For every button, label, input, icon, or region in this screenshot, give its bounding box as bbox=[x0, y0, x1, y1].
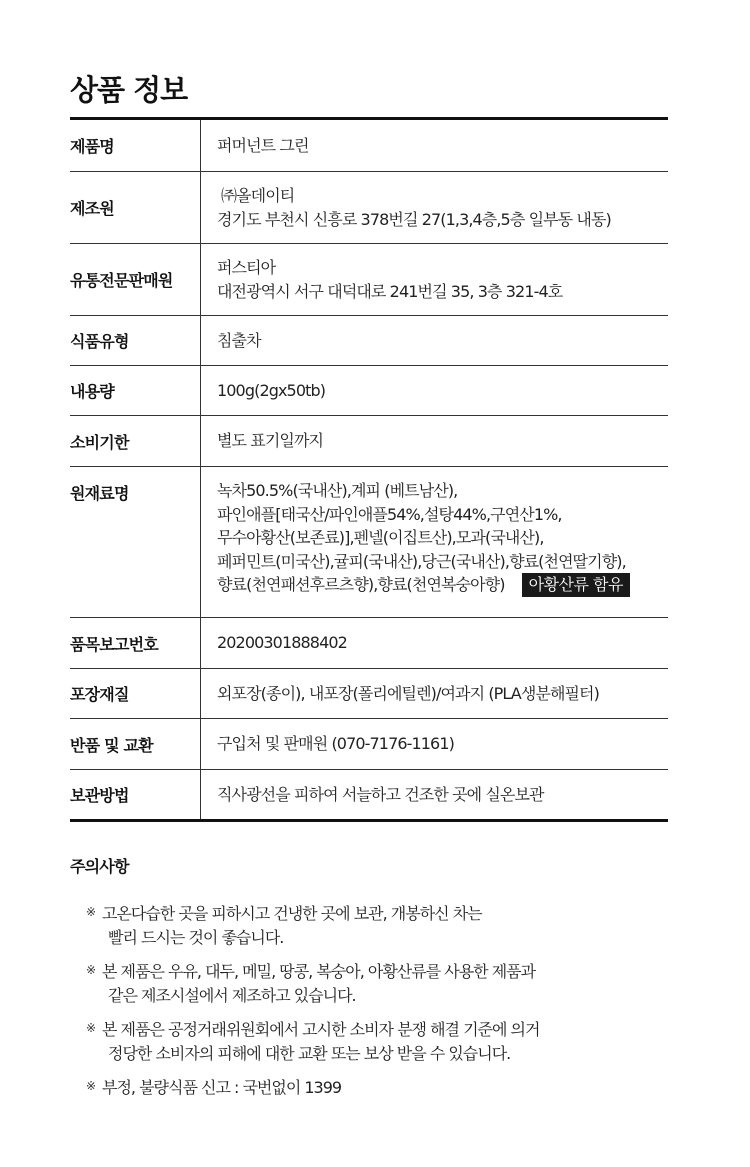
value-packaging bbox=[201, 669, 668, 718]
caution-note bbox=[86, 960, 686, 1007]
row-storage bbox=[70, 770, 668, 819]
caution-note bbox=[86, 1076, 686, 1100]
value-storage bbox=[201, 770, 668, 819]
note-line: 같은 제조시설에서 제조하고 있습니다. bbox=[108, 985, 356, 1005]
row-volume bbox=[70, 366, 668, 416]
value-volume bbox=[201, 366, 668, 415]
value-line: 대전광역시 서구 대덕대로 241번길 35, 3층 321-4호 bbox=[217, 281, 563, 301]
reference-mark-icon: ※ bbox=[86, 905, 97, 919]
label-packaging: 포장재질 bbox=[70, 669, 201, 718]
row-returns bbox=[70, 719, 668, 770]
value-line: 퍼머넌트 그린 bbox=[217, 135, 309, 155]
value-product-name bbox=[201, 120, 668, 171]
label-report-number: 품목보고번호 bbox=[70, 618, 201, 668]
value-line: ㈜올데이티 bbox=[221, 186, 295, 205]
reference-mark-icon: ※ bbox=[86, 963, 97, 977]
label-returns: 반품 및 교환 bbox=[70, 719, 201, 769]
note-line: 본 제품은 공정거래위원회에서 고시한 소비자 분쟁 해결 기준에 의거 bbox=[102, 1020, 540, 1039]
value-line: 별도 표기일까지 bbox=[217, 431, 324, 451]
row-food-type bbox=[70, 316, 668, 366]
value-ingredients bbox=[201, 467, 668, 617]
row-manufacturer bbox=[70, 172, 668, 244]
value-manufacturer bbox=[201, 172, 668, 243]
value-line: 퍼스티아 bbox=[217, 258, 276, 277]
ingredient-line: 향료(천연패션후르츠향),향료(천연복숭아향) bbox=[217, 575, 505, 594]
label-volume: 내용량 bbox=[70, 366, 201, 415]
row-expiry bbox=[70, 416, 668, 467]
reference-mark-icon: ※ bbox=[86, 1079, 97, 1093]
row-ingredients bbox=[70, 467, 668, 618]
row-distributor bbox=[70, 244, 668, 316]
value-line: 직사광선을 피하여 서늘하고 건조한 곳에 실온보관 bbox=[217, 784, 544, 804]
caution-title: 주의사항 bbox=[70, 857, 129, 876]
reference-mark-icon: ※ bbox=[86, 1021, 97, 1035]
value-line: 외포장(종이), 내포장(폴리에틸렌)/여과지 (PLA생분해필터) bbox=[217, 683, 599, 703]
product-info-table bbox=[70, 117, 668, 822]
value-line: 구입처 및 판매원 (070-7176-1161) bbox=[217, 734, 454, 754]
value-line: 100g(2gx50tb) bbox=[217, 380, 326, 400]
label-manufacturer: 제조원 bbox=[70, 172, 201, 243]
note-line: 빨리 드시는 것이 좋습니다. bbox=[108, 927, 284, 947]
label-expiry: 소비기한 bbox=[70, 416, 201, 466]
label-storage: 보관방법 bbox=[70, 770, 201, 819]
allergy-badge: 아황산류 함유 bbox=[522, 573, 630, 597]
label-distributor: 유통전문판매원 bbox=[70, 244, 201, 315]
value-report-number bbox=[201, 618, 668, 668]
caution-note bbox=[86, 1018, 686, 1065]
caution-note bbox=[86, 902, 686, 949]
value-line: 20200301888402 bbox=[217, 633, 347, 653]
ingredient-line: 파인애플[태국산/파인애플54%,설탕44%,구연산1%, bbox=[217, 504, 562, 524]
value-returns bbox=[201, 719, 668, 769]
page-title: 상품 정보 bbox=[70, 73, 188, 107]
ingredient-line: 무수아황산(보존료)],펜넬(이집트산),모과(국내산), bbox=[217, 528, 544, 547]
ingredient-line: 녹차50.5%(국내산),계피 (베트남산), bbox=[217, 481, 458, 500]
note-line: 본 제품은 우유, 대두, 메밀, 땅콩, 복숭아, 아황산류를 사용한 제품과 bbox=[102, 962, 536, 981]
note-line: 부정, 불량식품 신고 : 국번없이 1399 bbox=[102, 1078, 342, 1097]
row-report-number bbox=[70, 618, 668, 669]
caution-notes bbox=[86, 902, 686, 1111]
label-food-type: 식품유형 bbox=[70, 316, 201, 365]
value-food-type bbox=[201, 316, 668, 365]
note-line: 정당한 소비자의 피해에 대한 교환 또는 보상 받을 수 있습니다. bbox=[108, 1043, 511, 1063]
note-line: 고온다습한 곳을 피하시고 건냉한 곳에 보관, 개봉하신 차는 bbox=[102, 904, 482, 923]
value-line: 경기도 부천시 신흥로 378번길 27(1,3,4층,5층 일부동 내동) bbox=[217, 209, 611, 229]
value-line: 침출차 bbox=[217, 330, 261, 350]
label-ingredients: 원재료명 bbox=[70, 467, 201, 617]
ingredient-last-line bbox=[217, 573, 668, 597]
row-product-name bbox=[70, 120, 668, 172]
value-distributor bbox=[201, 244, 668, 315]
ingredient-line: 페퍼민트(미국산),귤피(국내산),당근(국내산),향료(천연딸기향), bbox=[217, 551, 626, 571]
label-product-name: 제품명 bbox=[70, 120, 201, 171]
value-expiry bbox=[201, 416, 668, 466]
row-packaging bbox=[70, 669, 668, 719]
